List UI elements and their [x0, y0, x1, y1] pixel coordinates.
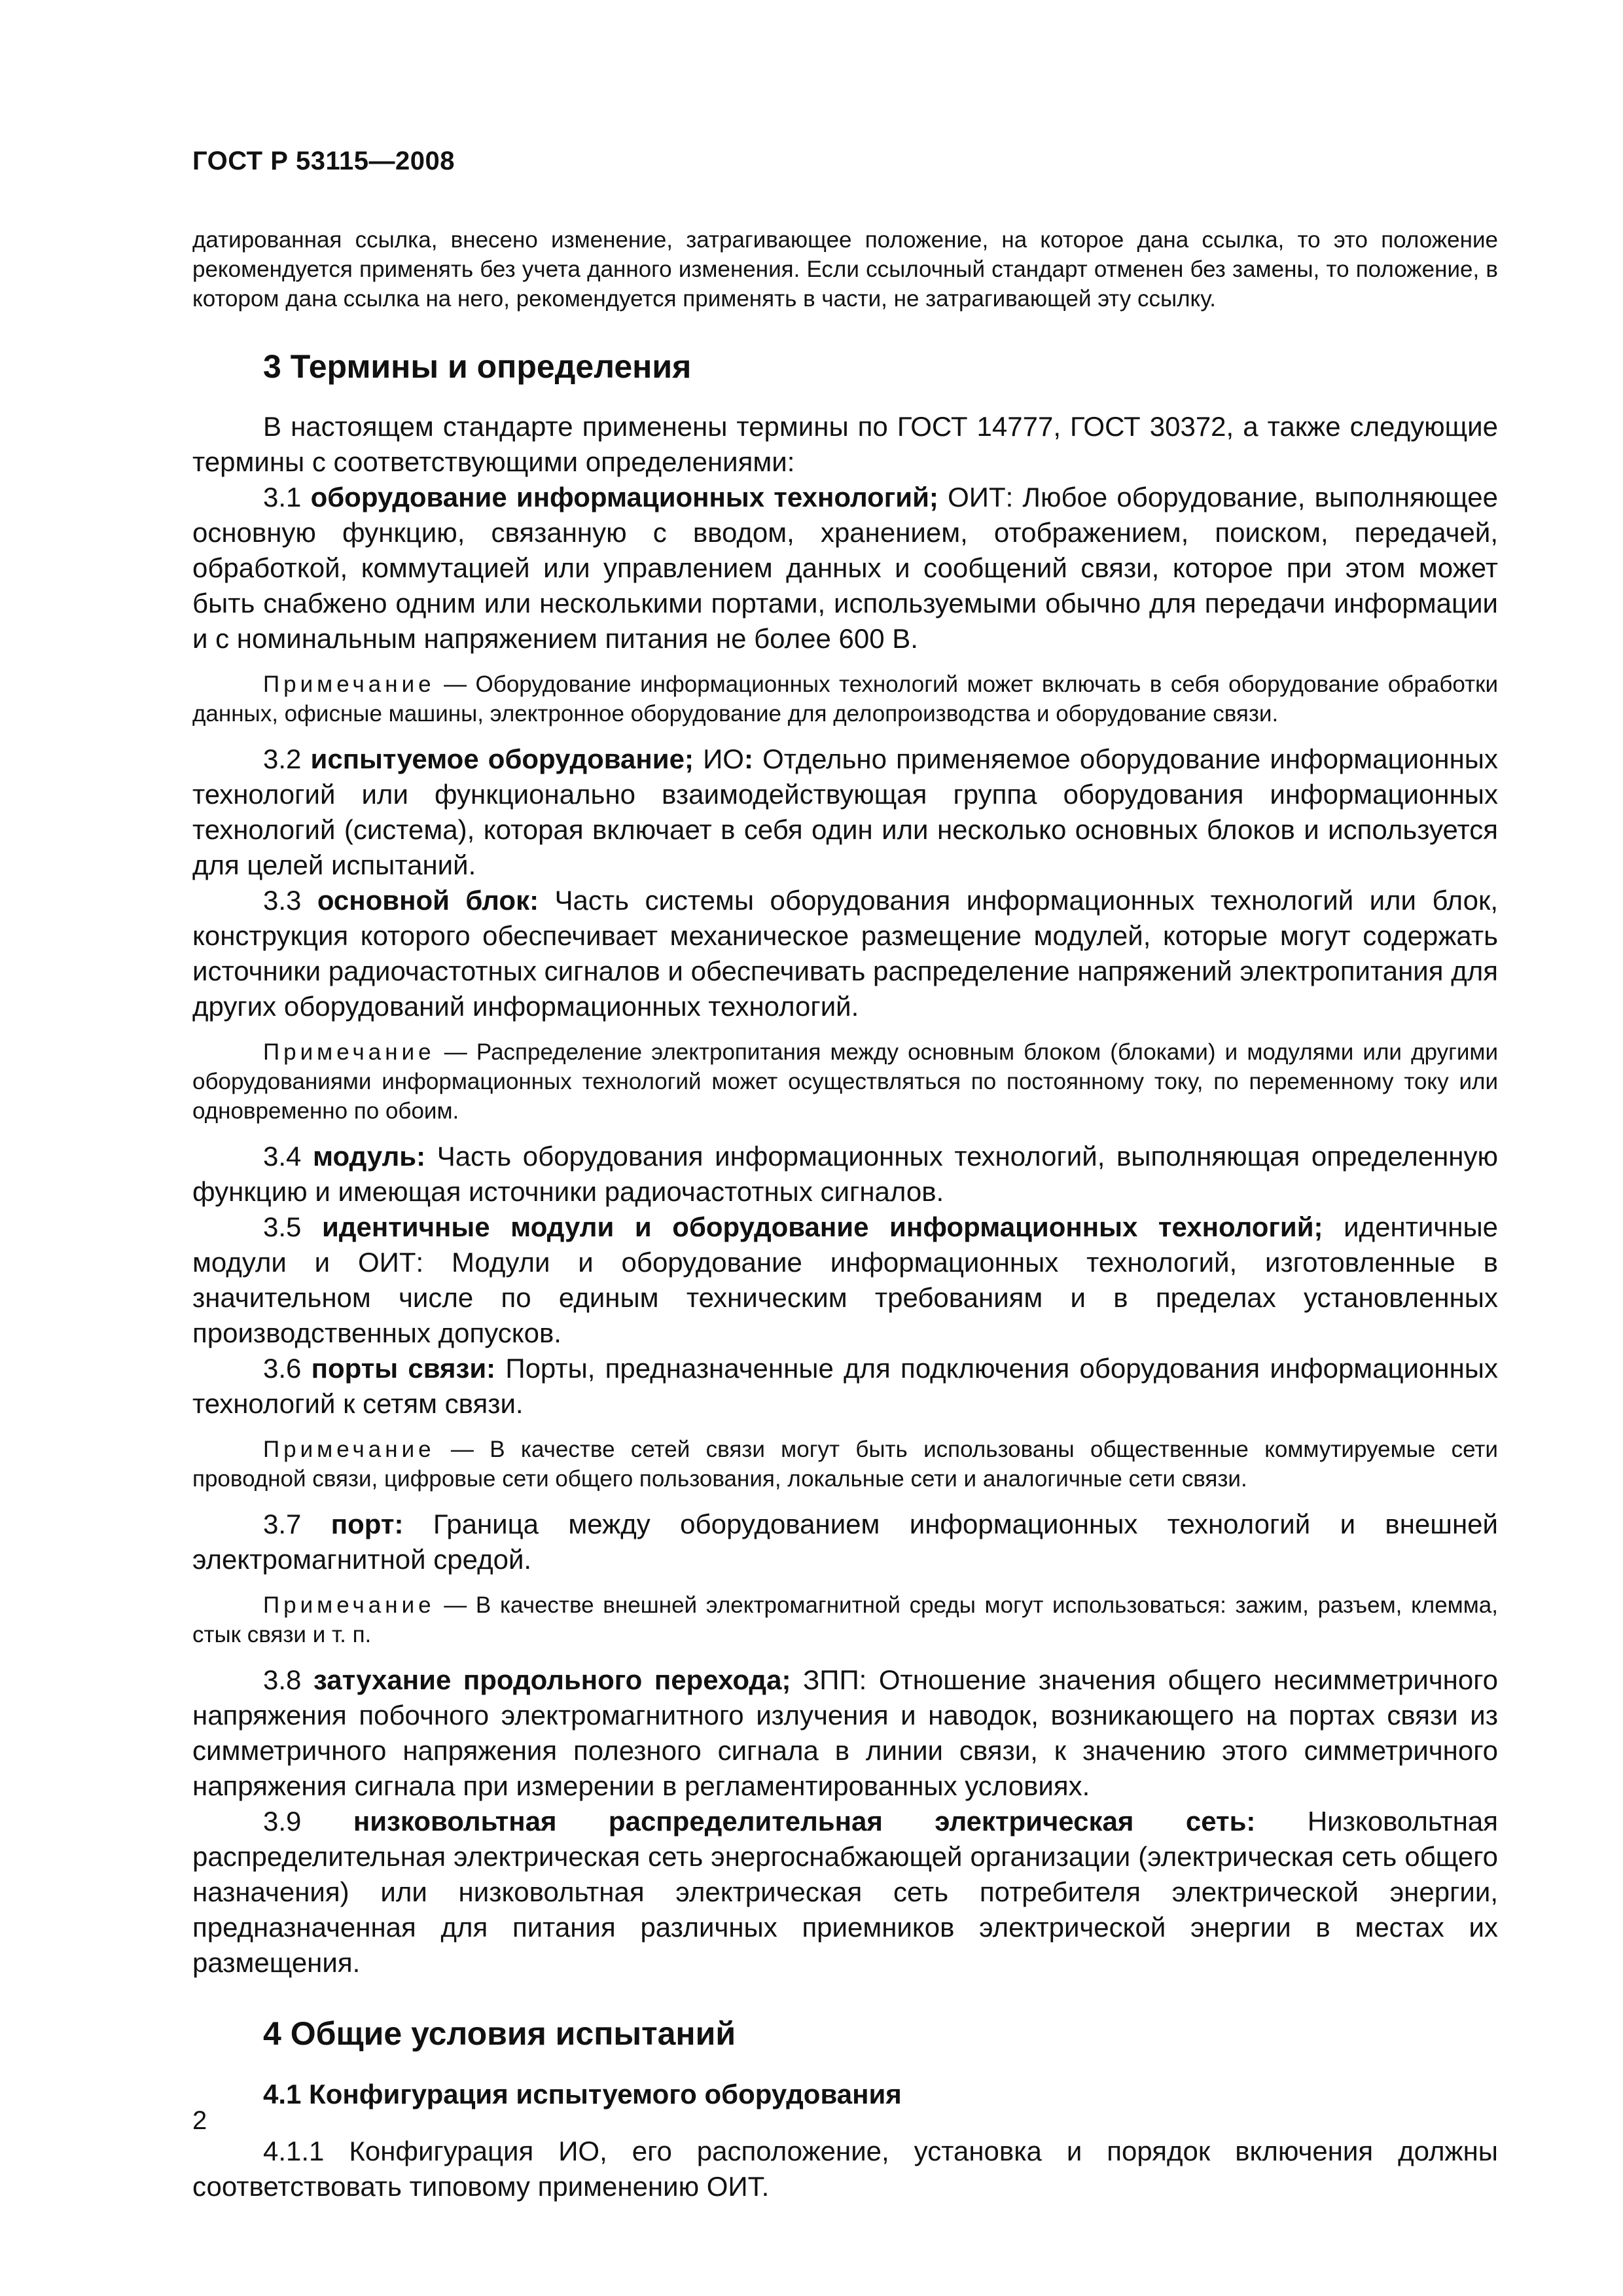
term-3-1	[192, 480, 1498, 656]
term-number: 3.9	[263, 1806, 302, 1837]
term-title: оборудование информационных технологий;	[310, 482, 938, 512]
term-definition: ОИТ: Любое оборудование, выполняющее основную функцию, связанную с вводом, хранением, отображением, поиском, передачей, обработкой, коммутацией или управлением данных и сообщений связи, которое при этом может быть снабжено одним или несколькими портами, используемыми обычно для передачи информации и с номинальным напряжением питания не более 600 В.	[192, 482, 1499, 654]
term-number: 3.6	[263, 1353, 302, 1384]
term-title: затухание продольного перехода;	[313, 1664, 791, 1695]
section-4-title: 4 Общие условия испытаний	[263, 2015, 736, 2052]
term-colon: :	[743, 744, 753, 774]
term-definition: ЗПП: Отношение значения общего несимметричного напряжения побочного электромагнитного излучения и наводок, возникающего на портах связи из симметричного напряжения полезного сигнала в линии связи, к значению этого симметричного напряжения сигнала при измерении в регламентированных условиях.	[192, 1664, 1498, 1801]
term-3-8	[192, 1662, 1498, 1804]
note-2	[192, 1037, 1498, 1126]
note-label: Примечание	[263, 1592, 435, 1618]
document-header: ГОСТ Р 53115—2008	[192, 147, 455, 175]
term-title: основной блок:	[317, 885, 539, 916]
note-label: Примечание	[263, 1039, 435, 1065]
term-number: 3.8	[263, 1664, 302, 1695]
term-definition: идентичные модули и ОИТ: Модули и оборудование информационных технологий, изготовленные в значительном числе по единым техническим требованиям и в пределах установленных производственных допусков.	[192, 1211, 1498, 1348]
term-number: 3.1	[263, 482, 302, 512]
note-text: — Оборудование информационных технологий может включать в себя оборудование обработки данных, офисные машины, электронное оборудование для делопроизводства и оборудование связи.	[192, 672, 1498, 726]
term-title: порты связи:	[311, 1353, 496, 1384]
term-number: 3.7	[263, 1509, 302, 1539]
paragraph-4-1-1: 4.1.1 Конфигурация ИО, его расположение, установка и порядок включения должны соответствовать типовому применению ОИТ.	[192, 2136, 1498, 2202]
section-3-title: 3 Термины и определения	[263, 348, 692, 385]
term-title: испытуемое оборудование;	[310, 744, 694, 774]
term-definition: Часть системы оборудования информационных технологий или блок, конструкция которого обеспечивает механическое размещение модулей, которые могут содержать источники радиочастотных сигналов и обеспечивать распределение напряжений электропитания для других оборудований информационных технологий.	[192, 885, 1499, 1022]
term-number: 3.2	[263, 744, 302, 774]
note-4	[192, 1590, 1498, 1649]
note-3	[192, 1435, 1498, 1494]
term-title: порт:	[330, 1509, 404, 1539]
term-definition: Низковольтная распределительная электрическая сеть энергоснабжающей организации (электрическая сеть общего назначения) или низковольтная электрическая сеть потребителя электрической энергии, предназначенная для питания различных приемников электрической энергии в местах их размещения.	[192, 1806, 1498, 1978]
note-text: — В качестве внешней электромагнитной среды могут использоваться: зажим, разъем, клемма, стык связи и т. п.	[192, 1592, 1498, 1647]
note-label: Примечание	[263, 672, 435, 697]
note-label: Примечание	[263, 1437, 435, 1462]
term-title: низковольтная распределительная электрическая сеть:	[353, 1806, 1256, 1837]
term-number: 3.4	[263, 1141, 302, 1172]
term-definition: Порты, предназначенные для подключения оборудования информационных технологий к сетям связи.	[192, 1353, 1498, 1419]
term-abbr: ИО	[703, 744, 744, 774]
term-number: 3.3	[263, 885, 302, 916]
note-text: — Распределение электропитания между основным блоком (блоками) и модулями или другими оборудованиями информационных технологий может осуществляться по постоянному току, по переменному току или одновременно по обоим.	[192, 1039, 1498, 1124]
page-number: 2	[192, 2106, 207, 2135]
term-3-2	[192, 742, 1498, 883]
term-3-4	[192, 1139, 1498, 1210]
term-3-5	[192, 1210, 1498, 1351]
subsection-4-1-title: 4.1 Конфигурация испытуемого оборудования	[263, 2079, 902, 2109]
page-content	[192, 225, 1498, 2204]
section-3-lead: В настоящем стандарте применены термины по ГОСТ 14777, ГОСТ 30372, а также следующие термины с соответствующими определениями:	[192, 411, 1498, 477]
term-title: модуль:	[313, 1141, 426, 1172]
term-3-9	[192, 1804, 1498, 1981]
note-1	[192, 670, 1498, 728]
term-number: 3.5	[263, 1211, 302, 1242]
term-definition: Граница между оборудованием информационных технологий и внешней электромагнитной средой.	[192, 1509, 1498, 1575]
intro-paragraph: датированная ссылка, внесено изменение, затрагивающее положение, на которое дана ссылка, то это положение рекомендуется применять без учета данного изменения. Если ссылочный стандарт отменен без замены, то положение, в котором дана ссылка на него, рекомендуется применять в части, не затрагивающей эту ссылку.	[192, 227, 1498, 312]
term-definition: Часть оборудования информационных технологий, выполняющая определенную функцию и имеющая источники радиочастотных сигналов.	[192, 1141, 1499, 1207]
term-title: идентичные модули и оборудование информационных технологий;	[322, 1211, 1323, 1242]
note-text: — В качестве сетей связи могут быть использованы общественные коммутируемые сети проводной связи, цифровые сети общего пользования, локальные сети и аналогичные сети связи.	[192, 1437, 1498, 1492]
term-3-3	[192, 883, 1498, 1024]
term-3-6	[192, 1351, 1498, 1422]
term-definition: Отдельно применяемое оборудование информационных технологий или функционально взаимодействующая группа оборудования информационных технологий (система), которая включает в себя один или несколько основных блоков и используется для целей испытаний.	[192, 744, 1498, 880]
term-3-7	[192, 1507, 1498, 1577]
